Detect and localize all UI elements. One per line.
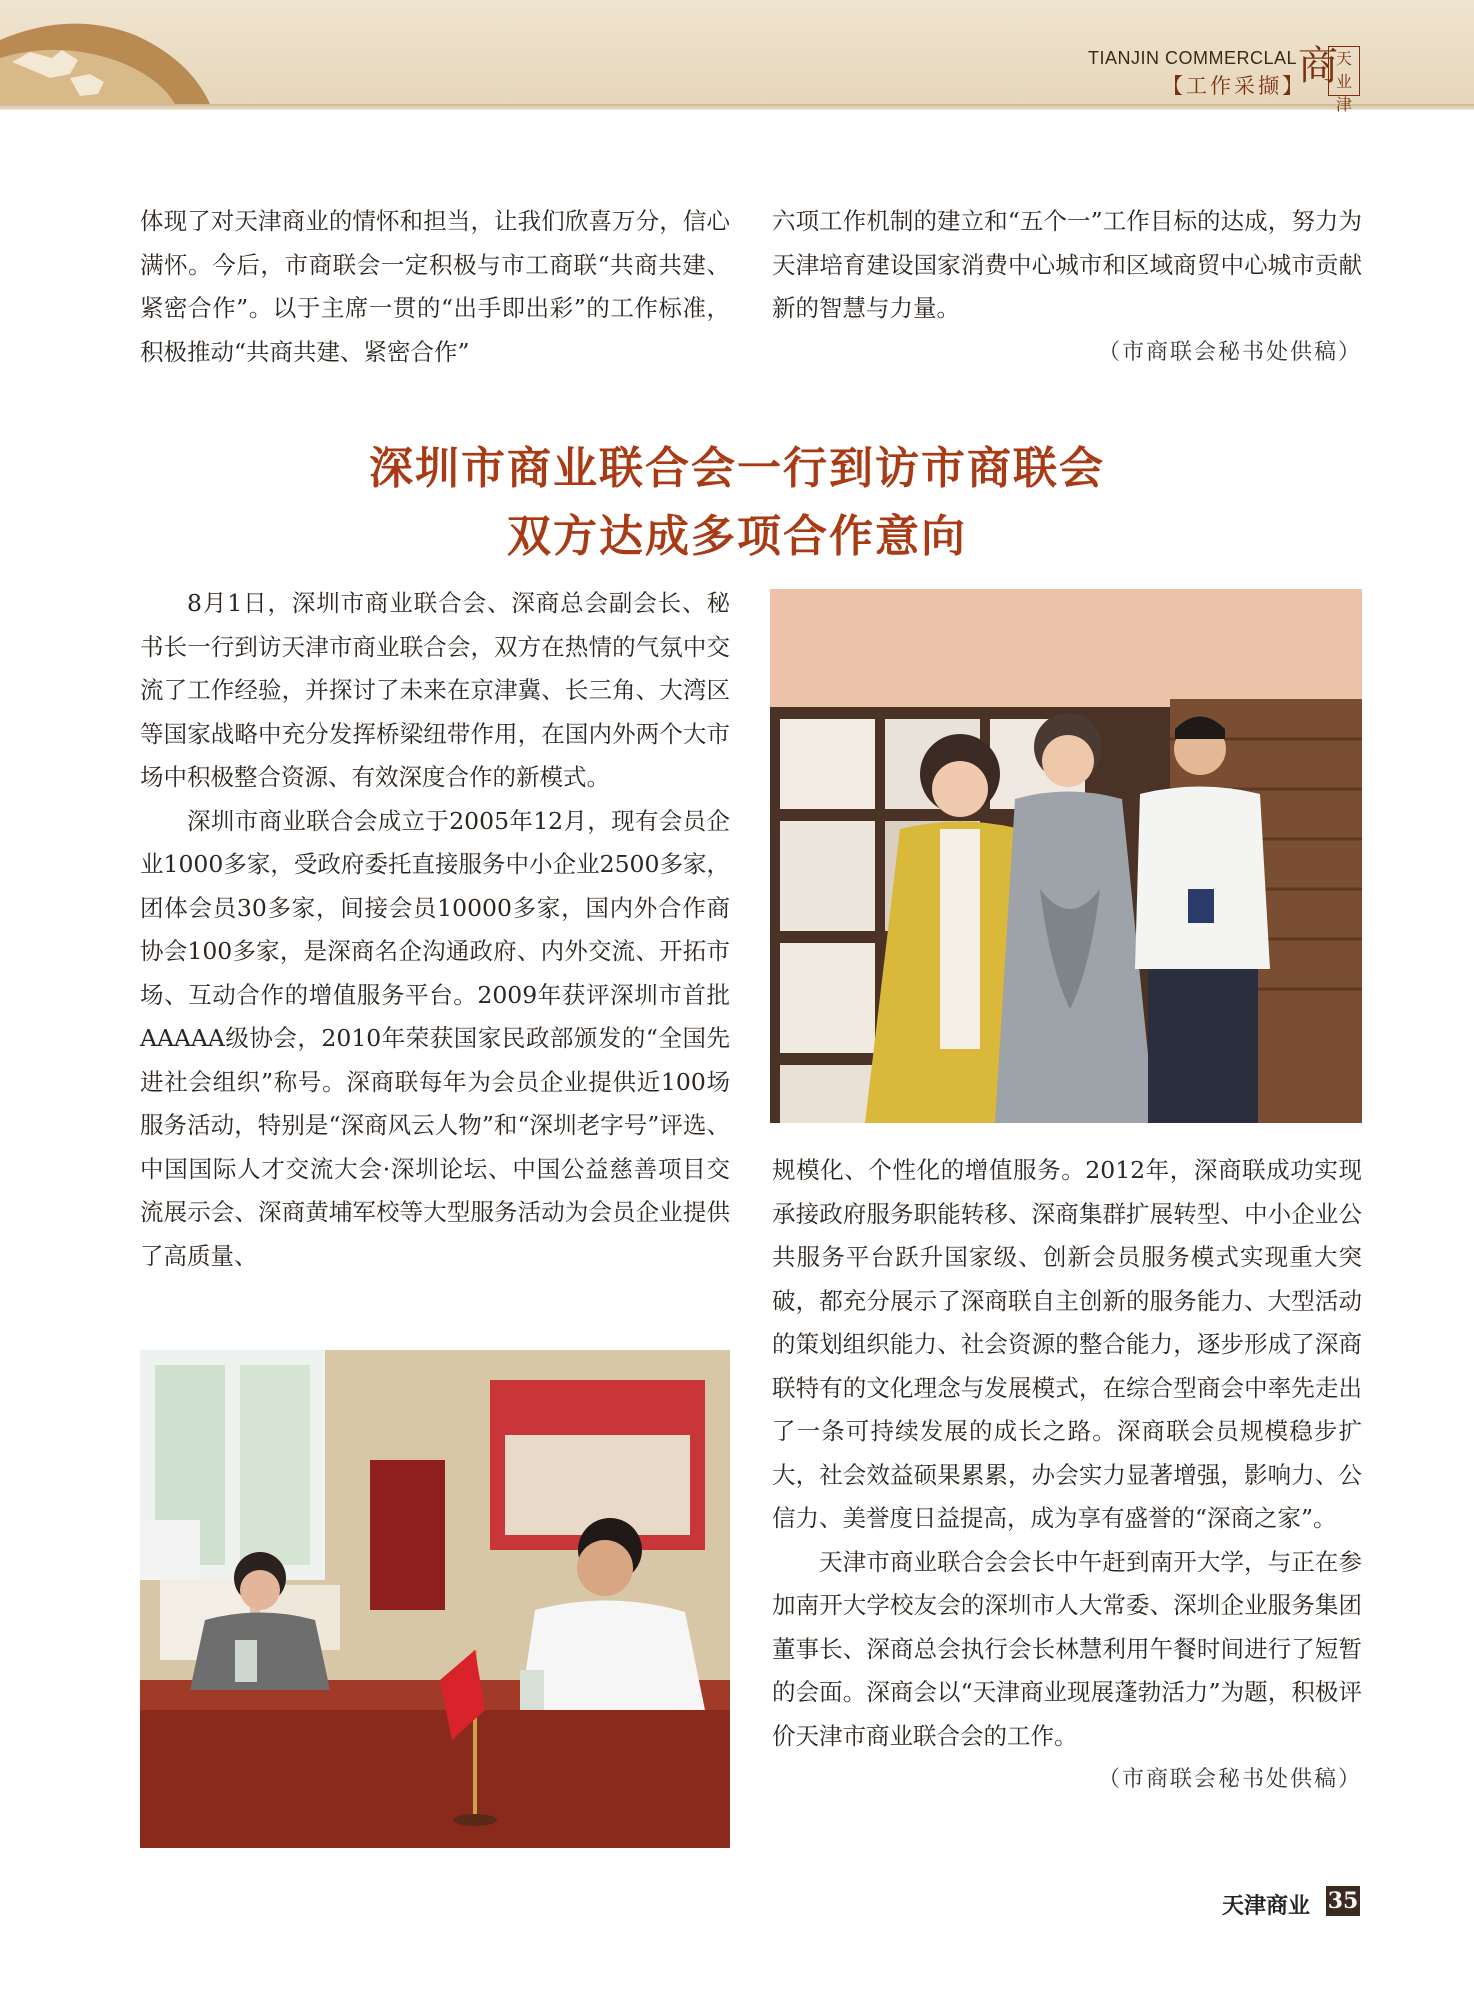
article-right-column (772, 1149, 1362, 1802)
article-paragraph-1: 8月1日，深圳市商业联合会、深商总会副会长、秘书长一行到访天津市商业联合会，双方在热情的气氛中交流了工作经验，并探讨了未来在京津冀、长三角、大湾区等国家战略中充分发挥桥梁纽带作用，在国内外两个大市场中积极整合资源、有效深度合作的新模式。 (140, 589, 730, 791)
magazine-logo (1298, 43, 1364, 114)
prev-article-right-column (772, 200, 1362, 374)
page-number: 35 (1327, 1888, 1359, 1914)
photo-meeting-room (140, 1350, 730, 1848)
logo-character: 商 (1298, 43, 1338, 89)
prev-article-right-text: 六项工作机制的建立和“五个一”工作目标的达成，努力为天津培育建设国家消费中心城市和区域商贸中心城市贡献新的智慧与力量。 (772, 207, 1362, 322)
article-paragraph-3: 天津市商业联合会会长中午赶到南开大学，与正在参加南开大学校友会的深圳市人大常委、深圳企业服务集团董事长、深商总会执行会长林慧利用午餐时间进行了短暂的会面。深商会以“天津商业现展蓬勃活力”为题，积极评价天津市商业联合会的工作。 (772, 1547, 1362, 1750)
article-credit: （市商联会秘书处供稿） (1097, 1767, 1362, 1792)
article-left-column (140, 582, 730, 1278)
section-label: 【工作采撷】 (1162, 74, 1306, 98)
prev-article-credit: （市商联会秘书处供稿） (1097, 339, 1362, 365)
brand-english-name: TIANJIN COMMERCLAL (1088, 48, 1298, 68)
photo-group-standing (770, 589, 1362, 1123)
footer-magazine-name: 天津商业 (1222, 1894, 1311, 1919)
globe-decoration (0, 0, 220, 104)
header-rule (0, 104, 1474, 110)
article-paragraph-2: 深圳市商业联合会成立于2005年12月，现有会员企业1000多家，受政府委托直接服务中小企业2500多家，团体会员30多家，间接会员10000多家，国内外合作商协会100多家，是深商名企沟通政府、内外交流、开拓市场、互动合作的增值服务平台。2009年获评深圳市首批AAAAA级协会，2010年荣获国家民政部颁发的“全国先进社会组织”称号。深商联每年为会员企业提供近100场服务活动，特别是“深商风云人物”和“深圳老字号”评选、中国国际人才交流大会·深圳论坛、中国公益慈善项目交流展示会、深商黄埔军校等大型服务活动为会员企业提供了高质量、 (140, 806, 730, 1270)
prev-article-left-text: 体现了对天津商业的情怀和担当，让我们欣喜万分，信心满怀。今后，市商联会一定积极与市工商联“共商共建、紧密合作”。以于主席一贯的“出手即出彩”的工作标准，积极推动“共商共建、紧密合作” (140, 207, 730, 366)
article-paragraph-2-continued: 规模化、个性化的增值服务。2012年，深商联成功实现承接政府服务职能转移、深商集群扩展转型、中小企业公共服务平台跃升国家级、创新会员服务模式实现重大突破，都充分展示了深商联自主创新的服务能力、大型活动的策划组织能力、社会资源的整合能力，逐步形成了深商联特有的文化理念与发展模式，在综合型商会中率先走出了一条可持续发展的成长之路。深商联会员规模稳步扩大，社会效益硕果累累，办会实力显著增强，影响力、公信力、美誉度日益提高，成为享有盛誉的“深商之家”。 (772, 1156, 1362, 1532)
logo-box-text: 天业津 (1328, 46, 1360, 96)
prev-article-left-column (140, 200, 730, 374)
article-title-line1: 深圳市商业联合会一行到访市商联会 (369, 443, 1105, 494)
article-title-line2: 双方达成多项合作意向 (507, 511, 967, 562)
